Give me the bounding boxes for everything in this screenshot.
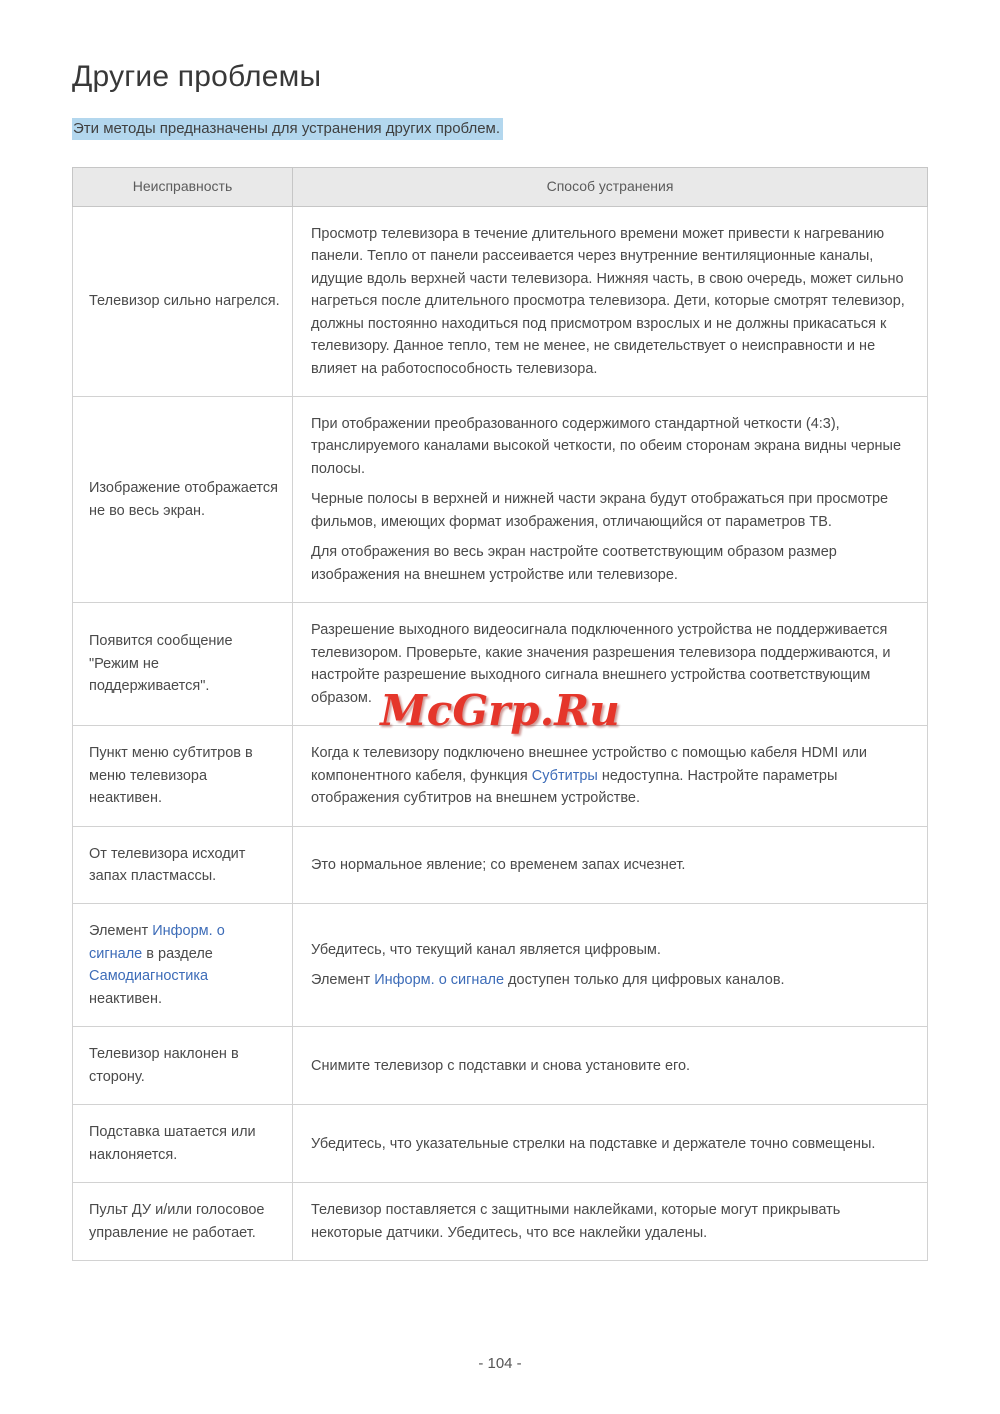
table-row [73,826,928,904]
cell-text: Пульт ДУ и/или голосовое управление не работает. [89,1202,265,1241]
cell-text: доступен только для цифровых каналов. [504,972,785,989]
problem-cell [73,904,293,1027]
cell-paragraph [311,742,909,809]
cell-paragraph [89,1043,280,1088]
cell-paragraph [311,969,909,991]
table-header-row [73,168,928,207]
problem-cell [73,396,293,602]
cell-paragraph [311,1199,909,1244]
solution-cell [293,826,928,904]
cell-text: Черные полосы в верхней и нижней части экрана будут отображаться при просмотре фильмов, имеющих формат изображения, отличающийся от параметров ТВ. [311,491,889,530]
table-row [73,603,928,726]
table-row [73,206,928,396]
cell-text: в разделе [142,945,213,962]
cell-text: неактивен. [89,990,163,1007]
solution-cell [293,206,928,396]
menu-item-link[interactable]: Информ. о сигнале [89,923,225,962]
menu-item-link[interactable]: Субтитры [531,767,598,784]
cell-paragraph [311,541,909,586]
solution-cell [293,1105,928,1183]
cell-paragraph [89,630,280,697]
solution-cell [293,1183,928,1261]
cell-text: От телевизора исходит запах пластмассы. [89,845,246,884]
table-row [73,1105,928,1183]
menu-item-link[interactable]: Информ. о сигнале [374,972,505,989]
page-number: - 104 - [478,1355,522,1372]
solution-cell [293,396,928,602]
table-row [73,726,928,826]
cell-text: Просмотр телевизора в течение длительного времени может привести к нагреванию панели. Тепло от панели рассеивается через внутренние вентиляционные каналы, идущие вдоль верхней части телевизора. Нижняя часть, в свою очередь, может сильно нагреться после длительного просмотра телевизора. Дети, которые смотрят телевизор, должны постоянно находиться под присмотром взрослых и не должны прикасаться к телевизору. Данное тепло, тем не менее, не свидетельствует о неисправности и не влияет на работоспособность телевизора. [311,225,905,377]
col-header-problem: Неисправность [73,168,293,207]
problem-cell [73,726,293,826]
cell-text: Подставка шатается или наклоняется. [89,1124,256,1163]
solution-cell [293,726,928,826]
cell-text: Когда к телевизору подключено внешнее устройство с помощью кабеля HDMI или компонентного кабеля, функция [311,745,867,784]
table-row [73,1027,928,1105]
cell-paragraph [311,619,909,709]
solution-cell [293,1027,928,1105]
page-subtitle: Эти методы предназначены для устранения других проблем. [72,118,503,140]
problem-cell [73,603,293,726]
cell-paragraph [89,742,280,809]
problem-cell [73,1105,293,1183]
problem-cell [73,826,293,904]
cell-text: Для отображения во весь экран настройте соответствующим образом размер изображения на внешнем устройстве или телевизоре. [311,544,837,583]
cell-text: Это нормальное явление; со временем запах исчезнет. [311,856,686,873]
cell-paragraph [89,920,280,1010]
cell-paragraph [311,854,909,876]
cell-paragraph [89,1199,280,1244]
troubleshooting-table [72,167,928,1261]
cell-paragraph [311,1055,909,1077]
cell-text: недоступна. Настройте параметры отображения субтитров на внешнем устройстве. [311,767,838,807]
cell-text: Пункт меню субтитров в меню телевизора неактивен. [89,745,253,807]
solution-cell [293,603,928,726]
page-title: Другие проблемы [72,60,322,93]
page-subtitle-line [72,120,928,137]
cell-paragraph [311,1133,909,1155]
cell-text: При отображении преобразованного содержимого стандартной четкости (4:3), транслируемого каналами высокой четкости, по обеим сторонам экрана видны черные полосы. [311,415,902,477]
cell-text: Элемент [89,923,153,940]
cell-text: Элемент [311,972,375,989]
cell-text: Изображение отображается не во весь экран. [89,480,279,519]
cell-paragraph [311,488,909,533]
cell-paragraph [89,843,280,888]
col-header-solution: Способ устранения [293,168,928,207]
cell-text: Разрешение выходного видеосигнала подключенного устройства не поддерживается телевизором. Проверьте, какие значения разрешения телевизора поддерживаются, и настройте разрешение выходного сигнала внешнего устройства соответствующим образом. [311,622,891,706]
cell-text: Телевизор поставляется с защитными наклейками, которые могут прикрывать некоторые датчики. Убедитесь, что все наклейки удалены. [311,1202,841,1241]
cell-paragraph [89,290,280,312]
table-row [73,904,928,1027]
cell-text: Появится сообщение "Режим не поддерживается". [89,633,233,695]
cell-text: Телевизор наклонен в сторону. [89,1046,239,1085]
cell-text: Снимите телевизор с подставки и снова установите его. [311,1057,691,1074]
watermark: McGrp.Ru [380,686,620,735]
cell-text: Убедитесь, что указательные стрелки на подставке и держателе точно совмещены. [311,1135,876,1152]
problem-cell [73,1183,293,1261]
problem-cell [73,1027,293,1105]
table-row [73,1183,928,1261]
problem-cell [73,206,293,396]
table-row [73,396,928,602]
cell-paragraph [89,1121,280,1166]
menu-item-link[interactable]: Самодиагностика [89,968,209,985]
cell-paragraph [311,223,909,380]
cell-paragraph [311,413,909,480]
cell-text: Телевизор сильно нагрелся. [89,293,280,310]
cell-paragraph [89,477,280,522]
cell-paragraph [311,939,909,961]
cell-text: Убедитесь, что текущий канал является цифровым. [311,941,661,958]
solution-cell [293,904,928,1027]
